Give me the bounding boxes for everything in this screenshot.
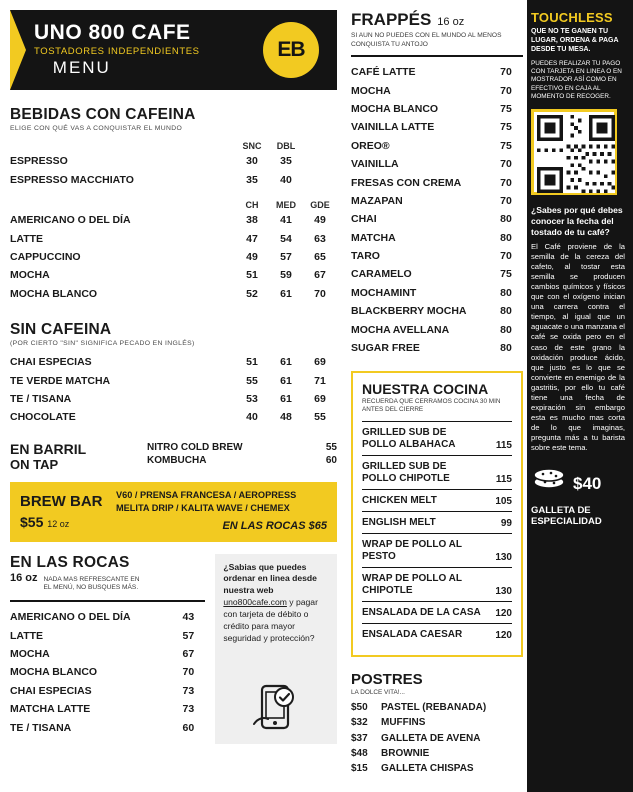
section-cafeina-title: BEBIDAS CON CAFEINA xyxy=(10,106,196,123)
brew-rocks-price: $65 xyxy=(308,520,327,533)
item-price: 73 xyxy=(182,684,195,697)
brand-badge-mark: EB xyxy=(277,38,305,61)
sincafeina-table xyxy=(10,353,337,427)
section-rocas xyxy=(10,554,337,744)
item-price: 70 xyxy=(182,666,195,679)
item-price: 55 xyxy=(246,374,258,387)
table-row xyxy=(10,626,205,644)
item-price: 70 xyxy=(500,194,512,207)
section-brew-bar xyxy=(10,482,337,542)
item-price: 47 xyxy=(246,232,258,245)
item-name: ENSALADA CAESAR xyxy=(362,628,463,640)
item-price: 71 xyxy=(314,374,326,387)
item-name: PASTEL (REBANADA) xyxy=(381,701,487,713)
brand-header xyxy=(10,10,337,90)
cafeina-small-table xyxy=(10,138,337,189)
divider xyxy=(10,600,205,602)
online-order-panel xyxy=(215,554,337,744)
table-row xyxy=(10,718,205,736)
item-price: 51 xyxy=(246,269,258,282)
item-price: 57 xyxy=(280,251,292,264)
brew-bar-right xyxy=(116,489,327,535)
table-row xyxy=(351,82,523,100)
barril-rows xyxy=(147,441,337,467)
table-row xyxy=(10,700,205,718)
item-price: 49 xyxy=(314,214,326,227)
phone-checkout-icon xyxy=(248,680,304,738)
table-row xyxy=(10,682,205,700)
item-name: GALLETA DE AVENA xyxy=(381,732,481,744)
item-price: 69 xyxy=(314,392,326,405)
list-item xyxy=(351,731,523,746)
cocina-subtitle: RECUERDA QUE CERRAMOS COCINA 30 MIN ANTES DEL CIERRE xyxy=(362,398,501,414)
item-name: GALLETA CHISPAS xyxy=(381,763,474,775)
item-name: GRILLED SUB DE POLLO ALBAHACA xyxy=(362,426,456,450)
postres-title: POSTRES xyxy=(351,670,423,688)
item-name: MATCHA LATTE xyxy=(10,703,91,716)
col-snc: SNC xyxy=(242,141,262,152)
table-row xyxy=(351,118,523,136)
col-ch: CH xyxy=(245,200,259,211)
item-price: 75 xyxy=(500,121,512,134)
item-name: WRAP DE POLLO AL CHIPOTLE xyxy=(362,572,462,596)
item-price: 51 xyxy=(246,356,258,369)
qr-code-icon[interactable] xyxy=(531,109,617,195)
galleta-promo xyxy=(531,467,625,502)
item-price: 61 xyxy=(280,374,292,387)
table-row xyxy=(147,441,337,454)
item-price: 80 xyxy=(500,341,512,354)
touchless-body-secondary: PUEDES REALIZAR TU PAGO CON TARJETA EN LINEA O EN MOSTRADOR ASÍ COMO EN EFECTIVO EN CAJA AL MOMENTO DE RECOGER. xyxy=(531,59,622,101)
item-price: 70 xyxy=(500,84,512,97)
table-row xyxy=(10,248,337,266)
item-price: 69 xyxy=(314,356,326,369)
barril-subtitle: ON TAP xyxy=(10,456,59,472)
table-row xyxy=(147,454,337,467)
item-name: ESPRESSO MACCHIATO xyxy=(10,173,134,186)
item-price: 120 xyxy=(495,629,512,641)
section-sincafeina-title: SIN CAFEINA xyxy=(10,321,112,338)
menu-word: MENU xyxy=(52,57,111,77)
cookie-icon xyxy=(531,467,567,502)
item-name: MATCHA xyxy=(351,231,396,244)
right-column xyxy=(527,0,633,792)
item-name: TARO xyxy=(351,250,380,263)
table-row xyxy=(351,192,523,210)
galleta-label: GALLETA DE ESPECIALIDAD xyxy=(531,504,602,527)
brand-tagline: TOSTADORES INDEPENDIENTES xyxy=(34,45,200,57)
cafeina-small-header xyxy=(10,138,337,152)
item-price: 80 xyxy=(500,286,512,299)
rocas-subhead xyxy=(10,572,205,592)
table-row xyxy=(10,663,205,681)
item-name: GRILLED SUB DE POLLO CHIPOTLE xyxy=(362,460,450,484)
item-price: 52 xyxy=(246,287,258,300)
item-price: 38 xyxy=(246,214,258,227)
item-price: 67 xyxy=(314,269,326,282)
table-row xyxy=(351,63,523,81)
item-price: $15 xyxy=(351,763,368,775)
rocas-note: NADA MAS REFRESCANTE EN EL MENÚ, NO BUSQUES MÁS. xyxy=(43,575,140,591)
item-price: 70 xyxy=(500,250,512,263)
item-price: 105 xyxy=(495,495,512,507)
item-price: 63 xyxy=(314,232,326,245)
brand-badge-icon xyxy=(263,22,319,78)
section-postres xyxy=(351,671,523,777)
table-row xyxy=(351,320,523,338)
item-name: CHAI xyxy=(351,213,377,226)
brew-methods-line-1: V60 / PRENSA FRANCESA / AEROPRESS xyxy=(116,489,297,500)
item-price: 130 xyxy=(495,585,512,597)
item-name: BLACKBERRY MOCHA xyxy=(351,305,467,318)
item-name: LATTE xyxy=(10,232,44,245)
table-row xyxy=(10,266,337,284)
item-price: 40 xyxy=(280,173,292,186)
item-name: MOCHA xyxy=(10,269,50,282)
table-row xyxy=(351,137,523,155)
table-row xyxy=(362,456,512,490)
list-item xyxy=(351,746,523,761)
item-name: MOCHA BLANCO xyxy=(10,287,98,300)
table-row xyxy=(10,408,337,426)
table-row xyxy=(362,534,512,568)
item-price: 40 xyxy=(246,411,258,424)
section-sincafeina-head xyxy=(10,321,337,347)
website-link[interactable]: uno800cafe.com xyxy=(223,597,287,608)
table-row xyxy=(10,171,337,189)
item-name: ENGLISH MELT xyxy=(362,516,436,528)
item-price: 65 xyxy=(314,251,326,264)
table-row xyxy=(362,490,512,512)
item-name: KOMBUCHA xyxy=(147,454,207,466)
table-row xyxy=(10,390,337,408)
list-item xyxy=(351,700,523,715)
brew-bar-size: 12 oz xyxy=(47,518,70,529)
item-name: MUFFINS xyxy=(381,717,426,729)
table-row xyxy=(362,624,512,645)
cafeina-large-header xyxy=(10,197,337,211)
item-price: 59 xyxy=(280,269,292,282)
item-name: TE VERDE MATCHA xyxy=(10,374,111,387)
brew-rocks-line xyxy=(116,518,327,535)
frappes-size: 16 oz xyxy=(437,16,465,28)
cocina-title: NUESTRA COCINA xyxy=(362,381,489,398)
table-row xyxy=(10,353,337,371)
item-price: 30 xyxy=(246,155,258,168)
table-row xyxy=(351,247,523,265)
item-price: 130 xyxy=(495,551,512,563)
table-row xyxy=(10,645,205,663)
item-price: 35 xyxy=(246,173,258,186)
item-price: 120 xyxy=(495,607,512,619)
section-cocina xyxy=(351,371,523,657)
divider xyxy=(351,55,523,57)
item-name: CAPPUCCINO xyxy=(10,251,81,264)
table-row xyxy=(10,211,337,229)
table-row xyxy=(351,173,523,191)
postres-list xyxy=(351,700,523,777)
rocas-size: 16 oz xyxy=(10,571,38,584)
item-price: 54 xyxy=(280,232,292,245)
table-row xyxy=(10,152,337,170)
item-price: 75 xyxy=(500,139,512,152)
item-price: 60 xyxy=(182,721,195,734)
rocas-left xyxy=(10,554,205,744)
item-price: 55 xyxy=(314,411,326,424)
item-price: $32 xyxy=(351,717,368,729)
item-name: MOCHA AVELLANA xyxy=(351,323,450,336)
item-name: LATTE xyxy=(10,629,44,642)
brew-bar-title: BREW BAR xyxy=(20,492,103,510)
item-name: NITRO COLD BREW xyxy=(147,441,243,453)
brew-bar-price xyxy=(20,514,106,530)
item-name: VAINILLA LATTE xyxy=(351,121,435,134)
table-row xyxy=(10,371,337,389)
item-price: 35 xyxy=(280,155,292,168)
item-price: 70 xyxy=(500,66,512,79)
barril-title: EN BARRIL xyxy=(10,440,87,457)
item-name: CHAI ESPECIAS xyxy=(10,684,92,697)
item-price: 67 xyxy=(182,648,195,660)
table-row xyxy=(362,568,512,602)
item-price: 70 xyxy=(314,287,326,300)
item-name: CHAI ESPECIAS xyxy=(10,356,92,369)
brand-text-block xyxy=(10,22,200,77)
item-price: 80 xyxy=(500,213,512,226)
frappes-title: FRAPPÉS xyxy=(351,10,432,29)
item-name: OREO® xyxy=(351,139,390,152)
col-dbl: DBL xyxy=(276,141,296,152)
item-price: 48 xyxy=(280,411,292,424)
item-name: FRESAS CON CREMA xyxy=(351,176,462,189)
item-price: 61 xyxy=(280,392,292,405)
item-price: 70 xyxy=(500,158,512,171)
table-row xyxy=(351,229,523,247)
rocas-table xyxy=(10,608,205,737)
section-cafeina-subtitle: ELIGE CON QUÉ VAS A CONQUISTAR EL MUNDO xyxy=(10,125,183,132)
table-row xyxy=(362,512,512,534)
item-name: CHICKEN MELT xyxy=(362,494,437,506)
section-frappes-head xyxy=(351,10,523,30)
list-item xyxy=(351,761,523,776)
table-row xyxy=(362,602,512,624)
item-name: ESPRESSO xyxy=(10,155,68,168)
section-sincafeina-subtitle: (POR CIERTO "SIN" SIGNIFICA PECADO EN INGLÉS) xyxy=(10,340,195,347)
rocas-title: EN LAS ROCAS xyxy=(10,553,130,571)
item-name: MOCHAMINT xyxy=(351,286,417,299)
item-price: 115 xyxy=(495,439,512,451)
table-row xyxy=(10,230,337,248)
frappes-note: SI AUN NO PUEDES CON EL MUNDO AL MENOS CONQUISTA TU ANTOJO xyxy=(351,32,502,48)
item-name: CAFÉ LATTE xyxy=(351,66,416,79)
frappes-table xyxy=(351,63,523,357)
item-price: $50 xyxy=(351,701,368,713)
table-row xyxy=(10,285,337,303)
item-price: 80 xyxy=(500,305,512,318)
item-price: 55 xyxy=(325,441,337,453)
table-row xyxy=(10,608,205,626)
item-name: MOCHA BLANCO xyxy=(10,666,98,679)
touchless-body: QUE NO TE GANEN TU LUGAR, ORDENA & PAGA DESDE TU MESA. xyxy=(531,28,619,54)
section-barril xyxy=(10,441,337,472)
item-name: VAINILLA xyxy=(351,158,399,171)
list-item xyxy=(351,715,523,730)
item-price: 49 xyxy=(246,251,258,264)
item-name: WRAP DE POLLO AL PESTO xyxy=(362,538,462,562)
coffee-fact-question: ¿Sabes por qué debes conocer la fecha del tostado de tu café? xyxy=(531,205,623,238)
brew-rocks-label: EN LAS ROCAS xyxy=(222,520,306,533)
table-row xyxy=(351,339,523,357)
table-row xyxy=(362,421,512,456)
item-price: 73 xyxy=(182,703,195,716)
table-row xyxy=(351,210,523,228)
brew-methods-line-2: MELITA DRIP / KALITA WAVE / CHEMEX xyxy=(116,503,290,514)
item-name: BROWNIE xyxy=(381,748,430,760)
item-name: CHOCOLATE xyxy=(10,411,76,424)
item-price: 70 xyxy=(500,176,512,189)
item-price: 75 xyxy=(500,103,512,116)
middle-column xyxy=(345,0,527,792)
item-name: MOCHA xyxy=(351,84,391,97)
coffee-fact-body: El Café proviene de la semilla de la cereza del cafeto, al tostar esta semilla se producen cambios químicos y físicos que con el oxígeno inician una carrera contra el tiempo, al igual que un aguacate o una manzana el café se oxida pero en el caso de este grano la oxidación produce ácido, que justo es lo que se convierte en enemigo de la gastritis, por ello tu café tiene una fecha de expiración sin embargo esta es mucho mas corta de lo que imaginas, pregunta más a tu barista sobre este tema. xyxy=(531,242,625,452)
table-row xyxy=(351,302,523,320)
item-price: 61 xyxy=(280,356,292,369)
item-price: 41 xyxy=(280,214,292,227)
table-row xyxy=(351,284,523,302)
item-name: AMERICANO O DEL DÍA xyxy=(10,214,131,227)
item-price: 80 xyxy=(500,231,512,244)
item-name: AMERICANO O DEL DÍA xyxy=(10,611,131,624)
item-name: MAZAPAN xyxy=(351,194,403,207)
item-price: 75 xyxy=(500,268,512,281)
brand-name: UNO 800 CAFE xyxy=(34,21,191,45)
item-price: 115 xyxy=(495,473,512,485)
cafeina-large-table xyxy=(10,197,337,303)
postres-subtitle: LA DOLCE VITA!... xyxy=(351,688,405,696)
item-price: 80 xyxy=(500,323,512,336)
touchless-title: TOUCHLESS xyxy=(531,10,613,25)
table-row xyxy=(351,265,523,283)
item-name: TE / TISANA xyxy=(10,721,72,734)
section-cafeina-head xyxy=(10,106,337,132)
item-name: CARAMELO xyxy=(351,268,412,281)
col-med: MED xyxy=(276,200,296,211)
item-name: TE / TISANA xyxy=(10,392,72,405)
item-price: 60 xyxy=(325,454,337,466)
item-price: $37 xyxy=(351,732,368,744)
brew-bar-price-value: $55 xyxy=(20,513,44,530)
item-price: 43 xyxy=(182,611,195,624)
galleta-price: $40 xyxy=(573,474,602,494)
item-price: $48 xyxy=(351,748,368,760)
item-name: MOCHA xyxy=(10,648,50,660)
online-order-rest: y pagar con tarjeta de débito o crédito para mayor seguridad y protección? xyxy=(223,597,318,643)
item-price: 53 xyxy=(246,392,258,405)
online-order-question: ¿Sabias que puedes ordenar en linea desde nuestra web xyxy=(223,561,317,596)
item-price: 99 xyxy=(500,517,512,529)
barril-titles xyxy=(10,441,86,472)
item-name: ENSALADA DE LA CASA xyxy=(362,606,481,618)
table-row xyxy=(351,100,523,118)
item-price: 61 xyxy=(280,287,292,300)
col-gde: GDE xyxy=(310,200,330,211)
item-name: MOCHA BLANCO xyxy=(351,103,439,116)
table-row xyxy=(351,155,523,173)
item-name: SUGAR FREE xyxy=(351,341,420,354)
item-price: 57 xyxy=(182,629,195,642)
brew-bar-left xyxy=(20,494,106,530)
